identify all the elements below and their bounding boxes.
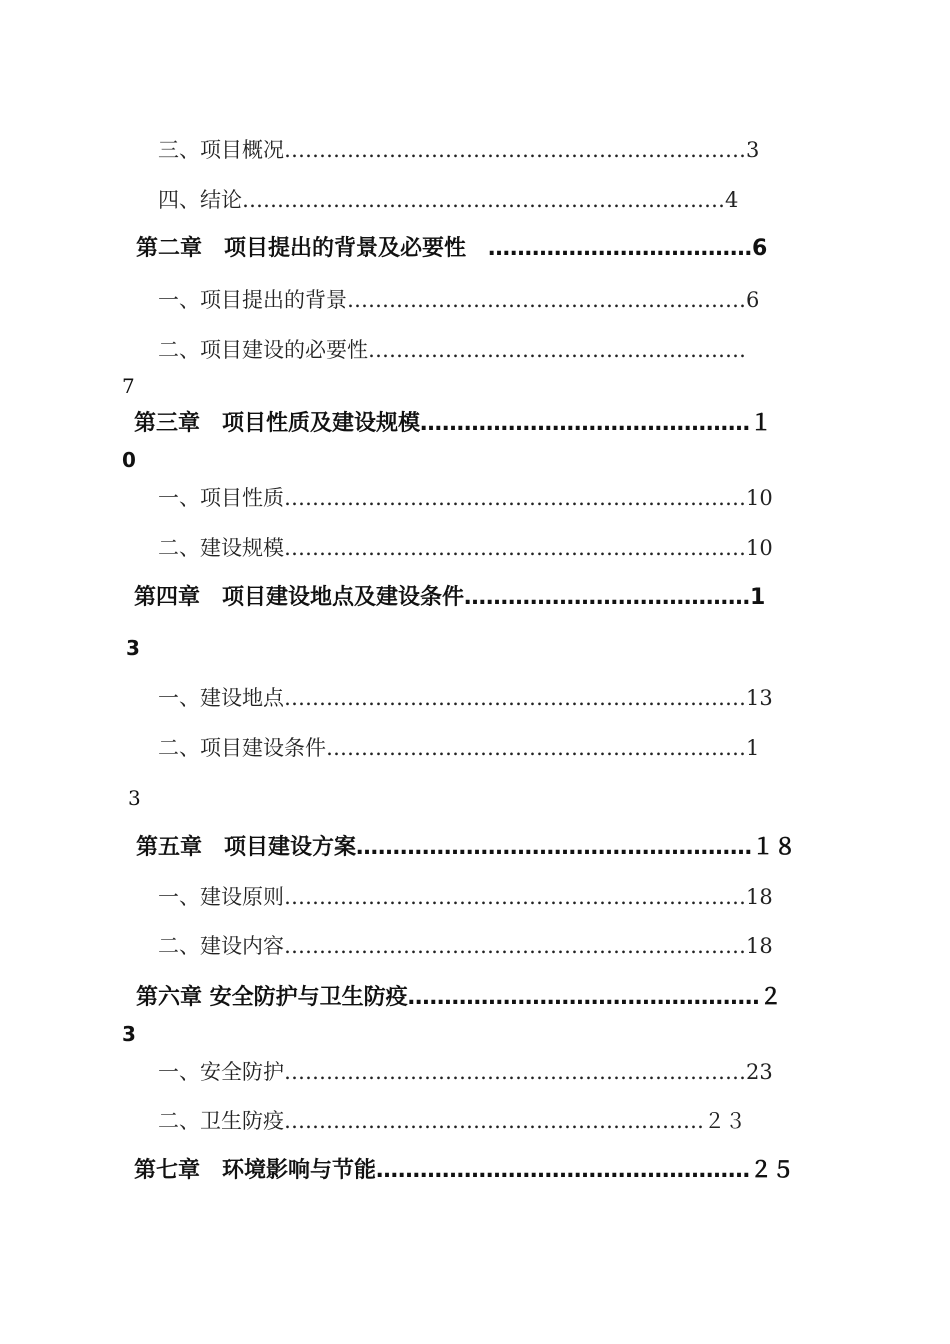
toc-entry-background[interactable]: 一、项目提出的背景…………………………………………………6 [158, 288, 760, 312]
toc-entry-construction-principles[interactable]: 一、建设原则…………………………………………………………18 [158, 885, 773, 909]
toc-entry-construction-conditions[interactable]: 二、项目建设条件……………………………………………………1 [158, 736, 760, 760]
toc-entry-safety-protection[interactable]: 一、安全防护…………………………………………………………23 [158, 1060, 773, 1084]
toc-entry-construction-content[interactable]: 二、建设内容…………………………………………………………18 [158, 934, 773, 958]
toc-chapter-5[interactable]: 第五章 项目建设方案………………………………………………１８ [136, 835, 797, 860]
toc-page-wrap: 7 [122, 374, 135, 398]
toc-chapter-3[interactable]: 第三章 项目性质及建设规模………………………………………１ [134, 411, 773, 436]
toc-chapter-4[interactable]: 第四章 项目建设地点及建设条件…………………………………1 [134, 585, 766, 610]
toc-chapter-7[interactable]: 第七章 环境影响与节能……………………………………………２５ [134, 1158, 795, 1183]
toc-entry-project-overview[interactable]: 三、项目概况…………………………………………………………3 [158, 138, 760, 162]
toc-chapter-2[interactable]: 第二章 项目提出的背景及必要性 ………………………………6 [136, 236, 768, 261]
toc-entry-construction-site[interactable]: 一、建设地点…………………………………………………………13 [158, 686, 773, 710]
toc-entry-construction-scale[interactable]: 二、建设规模…………………………………………………………10 [158, 536, 773, 560]
toc-chapter-6[interactable]: 第六章 安全防护与卫生防疫…………………………………………２ [136, 985, 782, 1010]
toc-entry-project-nature[interactable]: 一、项目性质…………………………………………………………10 [158, 486, 773, 510]
toc-page-wrap: 3 [128, 786, 141, 810]
toc-entry-necessity[interactable]: 二、项目建设的必要性……………………………………………… [158, 338, 746, 362]
toc-page-wrap: 3 [126, 636, 140, 660]
toc-entry-hygiene-epidemic[interactable]: 二、卫生防疫……………………………………………………２３ [158, 1109, 746, 1133]
toc-page-wrap: 3 [122, 1022, 136, 1046]
toc-entry-conclusion[interactable]: 四、结论……………………………………………………………4 [158, 188, 739, 212]
toc-page-wrap: 0 [122, 448, 136, 472]
